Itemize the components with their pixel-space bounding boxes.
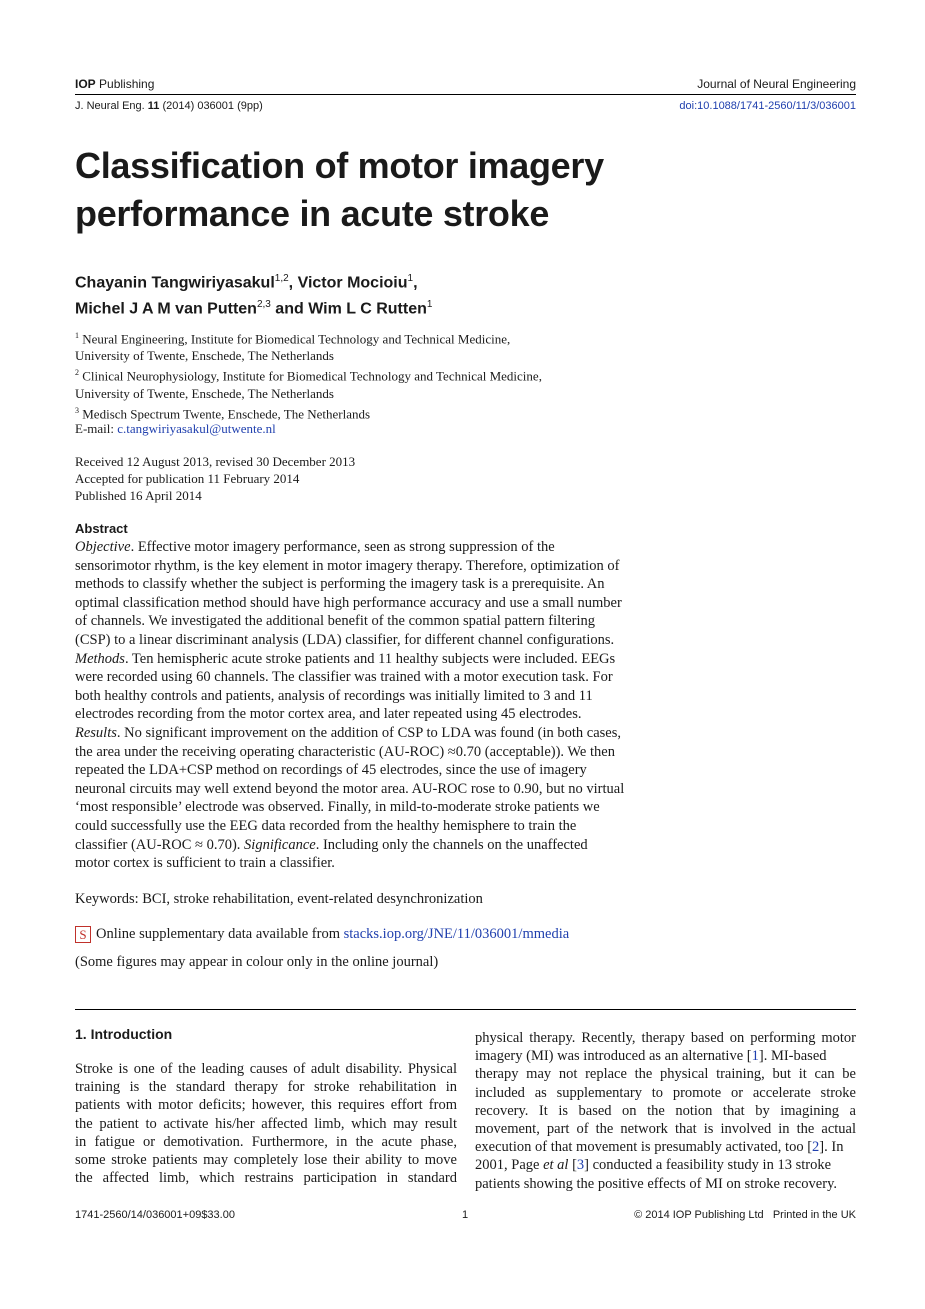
- citation-ref-link[interactable]: 1: [751, 1048, 759, 1065]
- citation-ref-link[interactable]: 3: [576, 1157, 585, 1174]
- abstract-text: . No significant improvement on the addition of CSP to LDA was found (in both cases,: [116, 724, 621, 741]
- affiliations: [75, 327, 835, 422]
- body-text-italic: et al: [543, 1157, 569, 1174]
- author-affiliation-marker: 1: [407, 273, 414, 284]
- author-name: Wim L C Rutten: [308, 300, 427, 318]
- affiliation-line: Neural Engineering, Institute for Biomedical Technology and Technical Medicine,: [82, 331, 511, 347]
- body-line: Stroke is one of the leading causes of adult disability. Physical: [75, 1061, 457, 1077]
- abstract-heading: Abstract: [75, 521, 128, 536]
- abstract-line: neuronal circuits may well extend beyond the motor area. AU-ROC rose to 0.90, but no virtual: [75, 780, 625, 797]
- header-rule: [75, 94, 856, 95]
- abstract-line: motor cortex is sufficient to train a classifier.: [75, 855, 335, 872]
- body-text: [: [568, 1157, 577, 1174]
- abstract-line: sensorimotor rhythm, is the key element in motor imagery therapy. Therefore, optimization of: [75, 557, 620, 574]
- affiliation-item: [75, 402, 835, 422]
- body-text: execution of that movement is presumably activated, too [: [475, 1139, 813, 1156]
- body-line: [475, 1047, 856, 1065]
- received-date: Received 12 August 2013, revised 30 December 2013: [75, 454, 356, 469]
- body-line: in fatigue or demotivation. Furthermore, in the acute phase,: [75, 1133, 457, 1150]
- body-text: 2001, Page: [475, 1157, 544, 1174]
- introduction-right-column: [475, 1029, 856, 1193]
- affiliation-line: Clinical Neurophysiology, Institute for Biomedical Technology and Technical Medicine,: [82, 368, 542, 384]
- affiliation-number: 3: [75, 405, 79, 415]
- body-text: imagery (MI) was introduced as an alternative [: [475, 1048, 752, 1065]
- author-separator: and: [270, 300, 309, 318]
- body-line: [475, 1138, 856, 1156]
- body-line: [475, 1156, 856, 1174]
- author-list: [75, 268, 835, 321]
- abstract-line: [75, 836, 675, 855]
- body-line: movement, part of the network that is involved in the actual: [475, 1120, 856, 1137]
- abstract-results-label: Results: [75, 724, 117, 741]
- abstract-line: [75, 538, 675, 557]
- abstract-text: . Including only the channels on the unaffected: [315, 836, 588, 853]
- page-number: 1: [462, 1209, 469, 1221]
- author-name: Michel J A M van Putten: [75, 300, 257, 318]
- supplementary-icon: S: [75, 926, 91, 943]
- author-affiliation-marker: 2,3: [256, 299, 271, 311]
- supplementary-data: [75, 926, 569, 943]
- colour-note: (Some figures may appear in colour only in the online journal): [75, 954, 439, 970]
- body-line: physical therapy. Recently, therapy based on performing motor: [475, 1030, 856, 1046]
- body-line: the affected limb, which restrains participation in standard: [75, 1170, 457, 1187]
- author-name: Victor Mocioiu: [297, 274, 408, 292]
- abstract-line: ‘most responsible’ electrode was observed. Finally, in mild-to-moderate stroke patients we: [75, 799, 600, 816]
- supplementary-link[interactable]: stacks.iop.org/JNE/11/036001/mmedia: [343, 926, 570, 942]
- doi-link[interactable]: doi:10.1088/1741-2560/11/3/036001: [679, 100, 856, 112]
- abstract-significance-label: Significance: [244, 836, 316, 853]
- email-line: [75, 420, 276, 437]
- body-text: ]. MI-based: [758, 1048, 827, 1065]
- body-text: ] conducted a feasibility study in 13 stroke: [584, 1157, 832, 1174]
- section-rule: [75, 1009, 856, 1010]
- abstract-line: could successfully use the EEG data recorded from the healthy hemisphere to train the: [75, 817, 577, 834]
- abstract-line: both healthy controls and patients, analysis of recordings was initially limited to 3 and 11: [75, 687, 593, 704]
- affiliation-number: 1: [75, 331, 79, 340]
- abstract-line: (CSP) to a linear discriminant analysis (LDA) classifier, for different channel configurations.: [75, 631, 615, 648]
- abstract-line: optimal classification method should have high performance accuracy and use a small number: [75, 594, 622, 611]
- abstract-line: were recorded using 60 channels. The classifier was trained with a motor execution task. For: [75, 669, 613, 686]
- introduction-left-column: [75, 1060, 457, 1187]
- body-line: the patient to activate his/her affected limb, which may result: [75, 1115, 457, 1132]
- body-line: included as supplementary to promote or accelerate stroke: [475, 1084, 856, 1101]
- keywords: Keywords: BCI, stroke rehabilitation, event-related desynchronization: [75, 891, 483, 907]
- author-separator: ,: [288, 274, 298, 292]
- author-affiliation-marker: 1,2: [274, 273, 289, 284]
- affiliation-number: 2: [75, 368, 79, 378]
- published-date: Published 16 April 2014: [75, 488, 202, 503]
- abstract-line: repeated the LDA+CSP method on recordings of 45 electrodes, since the use of imagery: [75, 762, 587, 779]
- abstract-line: [75, 650, 675, 669]
- affiliation-line: Medisch Spectrum Twente, Enschede, The Netherlands: [82, 405, 371, 421]
- author-affiliation-marker: 1: [426, 299, 433, 311]
- abstract-line: electrodes recording from the motor cortex area, and later repeated using 45 electrodes.: [75, 706, 582, 723]
- author-separator: ,: [413, 274, 418, 292]
- abstract-text: . Ten hemispheric acute stroke patients and 11 healthy subjects were included. EEGs: [124, 650, 616, 667]
- affiliation-line: University of Twente, Enschede, The Netherlands: [75, 348, 334, 364]
- abstract-line: of channels. We investigated the additional benefit of the common spatial pattern filtering: [75, 613, 596, 630]
- supplementary-text: Online supplementary data available from: [96, 926, 344, 942]
- footer-copyright: © 2014 IOP Publishing Ltd Printed in the UK: [634, 1209, 856, 1221]
- body-line: patients showing the positive effects of MI on stroke recovery.: [475, 1175, 838, 1192]
- citation-ref-link[interactable]: 2: [812, 1139, 820, 1156]
- abstract-objective-label: Objective: [75, 539, 131, 555]
- body-line: patients with motor deficits; however, this requires effort from: [75, 1097, 457, 1114]
- title-line-1: Classification of motor imagery: [75, 145, 604, 186]
- accepted-date: Accepted for publication 11 February 2014: [75, 471, 300, 486]
- email-link[interactable]: c.tangwiriyasakul@utwente.nl: [117, 421, 276, 436]
- introduction-heading: 1. Introduction: [75, 1026, 173, 1042]
- citation: [75, 100, 263, 112]
- abstract-line: the area under the receiving operating characteristic (AU-ROC) ≈0.70 (acceptable)). We then: [75, 743, 615, 760]
- author-name: Chayanin Tangwiriyasakul: [75, 274, 275, 292]
- affiliation-item: [75, 364, 835, 401]
- journal-name: Journal of Neural Engineering: [697, 77, 856, 91]
- abstract-body: [75, 538, 675, 873]
- citation-volume: 11: [147, 100, 160, 112]
- abstract-text: . Effective motor imagery performance, seen as strong suppression of the: [130, 539, 555, 555]
- body-line: training is the standard therapy for stroke rehabilitation in: [75, 1079, 457, 1096]
- publication-dates: [75, 453, 355, 504]
- abstract-text: classifier (AU-ROC ≈ 0.70).: [75, 836, 245, 853]
- body-line: therapy may not replace the physical training, but it can be: [475, 1066, 856, 1083]
- body-text: ]. In: [819, 1139, 844, 1156]
- abstract-line: [75, 724, 675, 743]
- body-line: recovery. It is based on the notion that by imagining a: [475, 1102, 856, 1119]
- abstract-methods-label: Methods: [75, 650, 125, 667]
- email-label: E-mail:: [75, 421, 114, 436]
- affiliation-line: University of Twente, Enschede, The Netherlands: [75, 385, 334, 401]
- publisher-logo-bold: IOP: [75, 77, 96, 91]
- publisher-logo-text: Publishing: [99, 77, 155, 91]
- abstract-line: methods to classify whether the subject is performing the imagery task is a prerequisite. An: [75, 576, 605, 593]
- footer-issn: 1741-2560/14/036001+09$33.00: [75, 1209, 235, 1221]
- publisher-logo: [75, 77, 154, 91]
- citation-journal: J. Neural Eng.: [75, 100, 145, 112]
- citation-details: (2014) 036001 (9pp): [162, 100, 263, 112]
- title-line-2: performance in acute stroke: [75, 193, 550, 234]
- affiliation-item: [75, 327, 835, 364]
- body-line: some stroke patients may completely lose their ability to move: [75, 1151, 457, 1168]
- paper-title: [75, 142, 835, 238]
